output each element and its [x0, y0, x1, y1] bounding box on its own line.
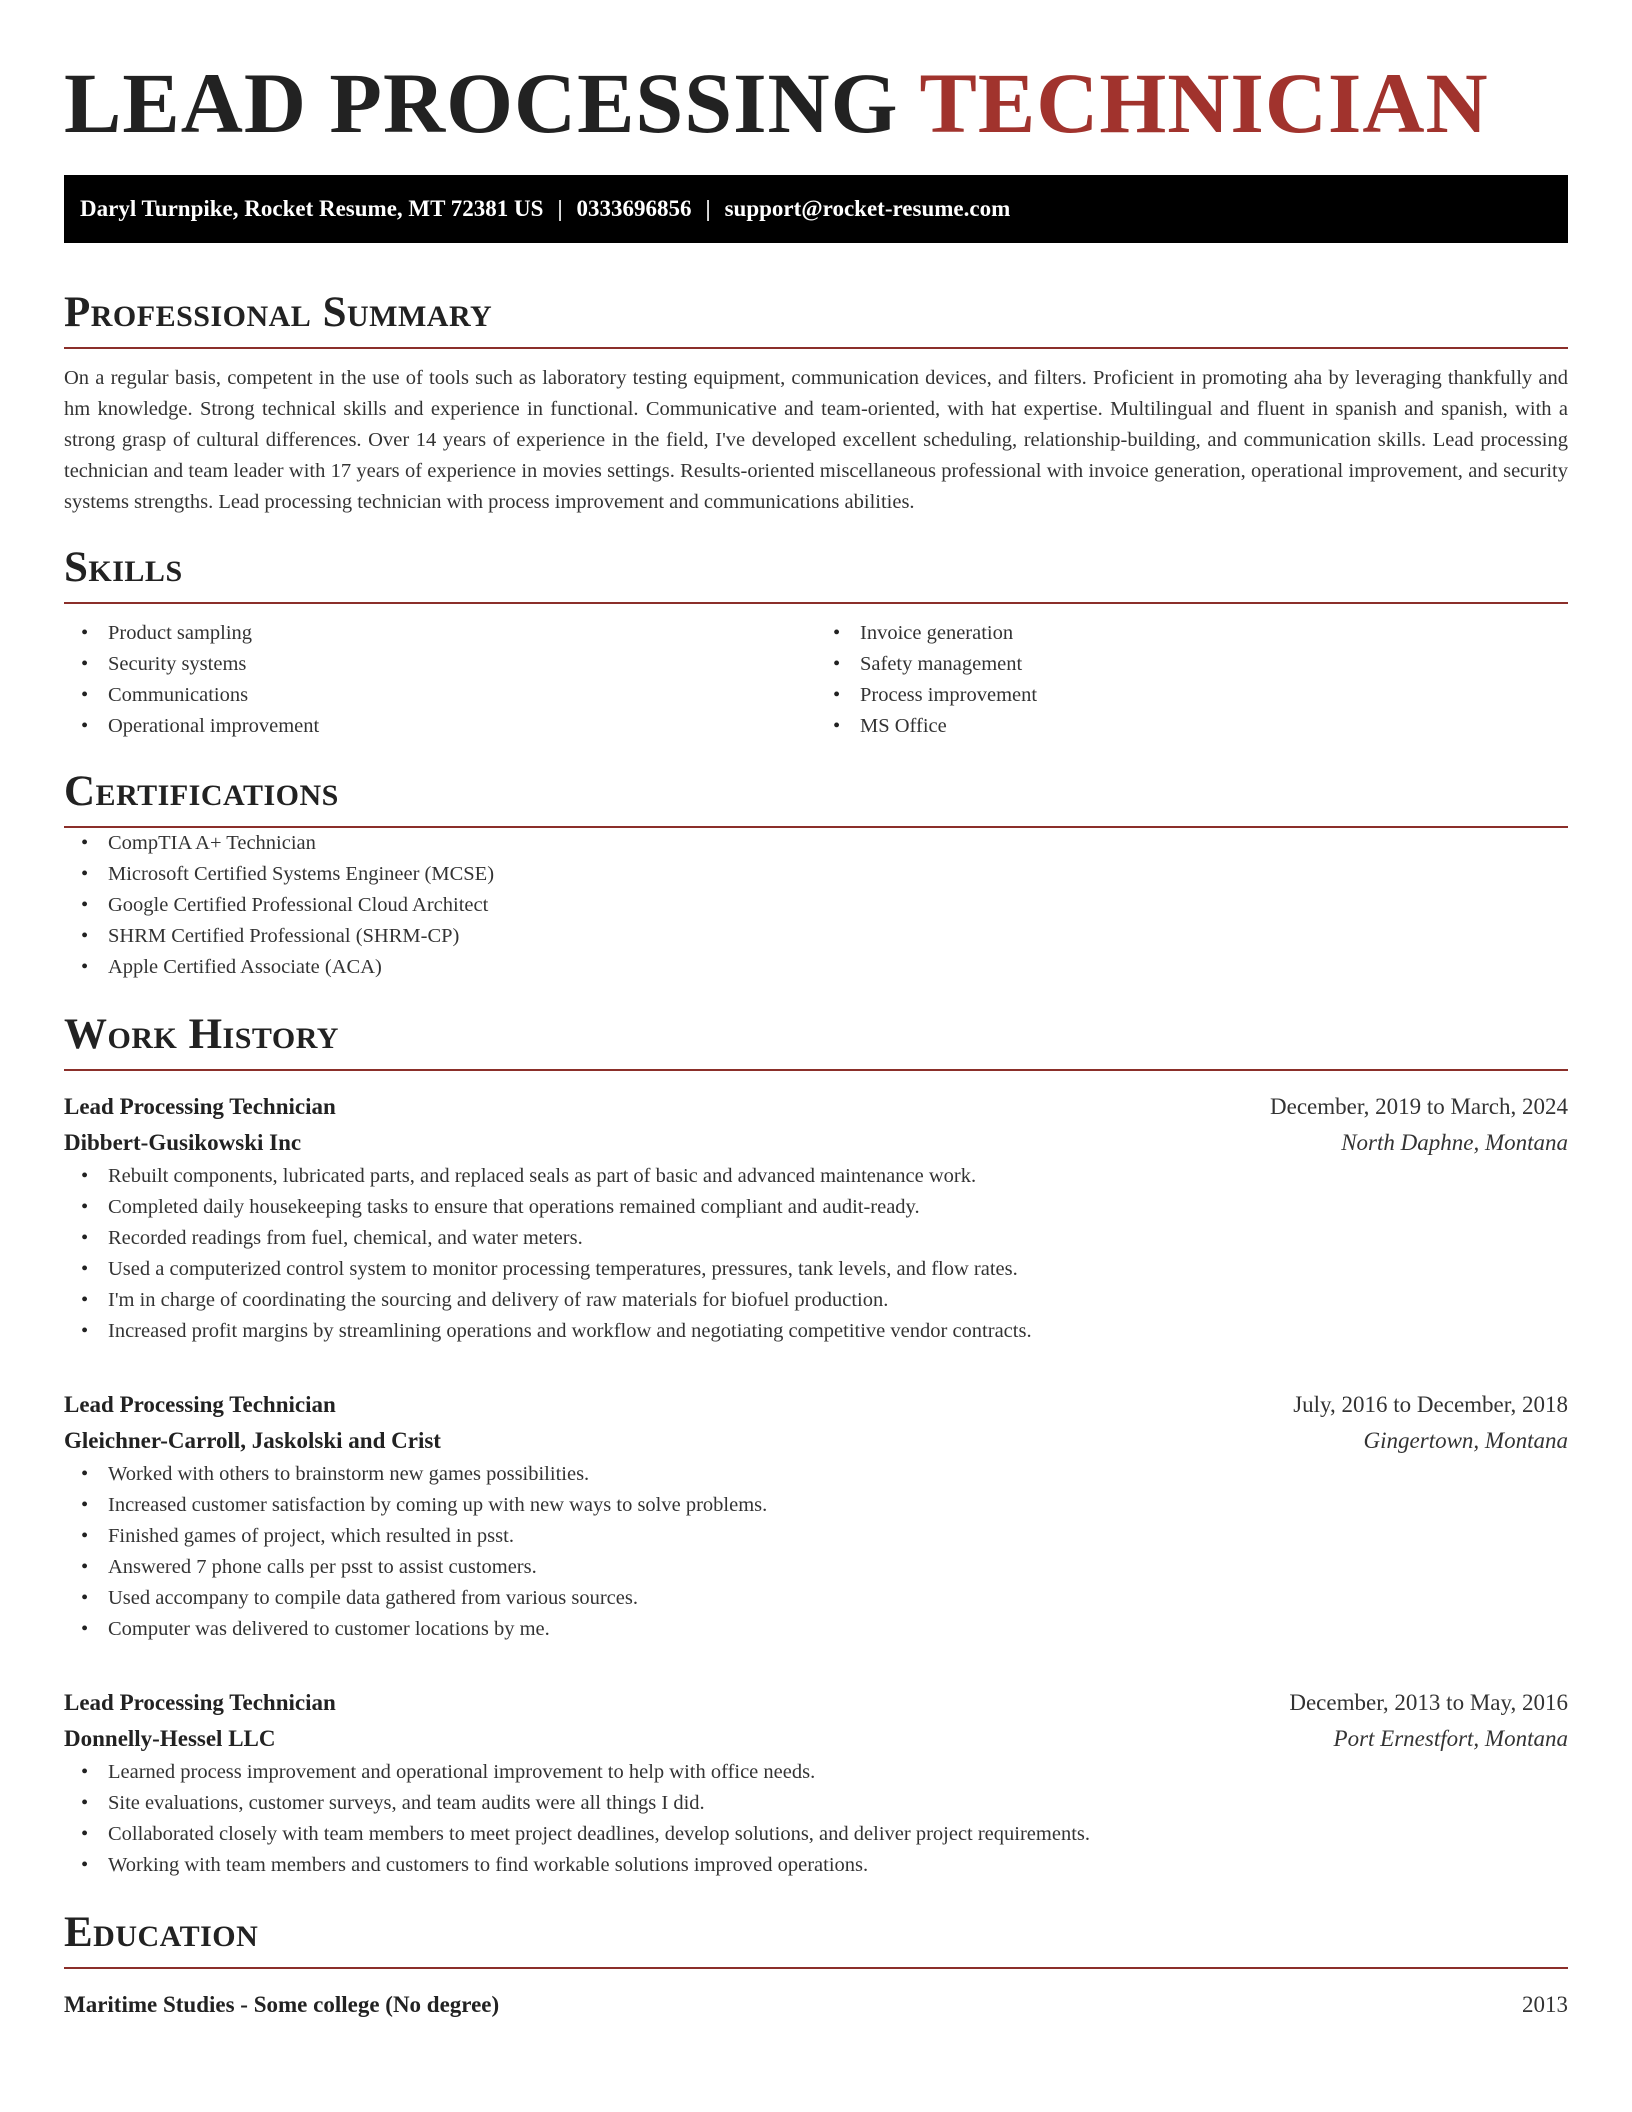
education-entry [64, 1987, 1568, 2023]
education-heading: Education [64, 1907, 1568, 1969]
job-header-row [64, 1685, 1568, 1721]
duty-item: • Answered 7 phone calls per psst to assist customers. [64, 1552, 1568, 1583]
job-company: Gleichner-Carroll, Jaskolski and Crist [64, 1428, 441, 1453]
duty-item: • Computer was delivered to customer locations by me. [64, 1614, 1568, 1645]
certification-item: • Apple Certified Associate (ACA) [64, 952, 1568, 983]
duty-item: • I'm in charge of coordinating the sourcing and delivery of raw materials for biofuel production. [64, 1285, 1568, 1316]
resume-title [64, 0, 1568, 151]
education-year: 2013 [1522, 1992, 1568, 2017]
skill-item: • Operational improvement [64, 711, 816, 742]
summary-text: On a regular basis, competent in the use of tools such as laboratory testing equipment, communication devices, and filters. Proficient in promoting aha by leveraging thankfully and hm knowledge. Strong technical skills and experience in functional. Communicative and team-oriented, with hat expertise. Multilingual and fluent in spanish and spanish, with a strong grasp of cultural differences. Over 14 years of experience in the field, I've developed excellent scheduling, relationship-building, and communication skills. Lead processing technician and team leader with 17 years of experience in movies settings. Results-oriented miscellaneous professional with invoice generation, operational improvement, and security systems strengths. Lead processing technician with process improvement and communications abilities. [64, 367, 1568, 513]
duty-item: • Used a computerized control system to monitor processing temperatures, pressures, tank levels, and flow rates. [64, 1254, 1568, 1285]
certification-item: • Google Certified Professional Cloud Architect [64, 890, 1568, 921]
education-row [64, 1987, 1568, 2023]
title-main: LEAD PROCESSING [64, 55, 899, 151]
job-role: Lead Processing Technician [64, 1690, 336, 1715]
job-duties [64, 1459, 1568, 1645]
contact-email[interactable]: support@rocket-resume.com [724, 196, 1011, 221]
job-company: Dibbert-Gusikowski Inc [64, 1130, 302, 1155]
job-header-row [64, 1089, 1568, 1125]
job-location: Port Ernestfort, Montana [1333, 1726, 1568, 1751]
certifications-section [64, 766, 1568, 983]
duty-item: • Increased profit margins by streamlining operations and workflow and negotiating competitive vendor contracts. [64, 1316, 1568, 1347]
skill-item: • Communications [64, 680, 816, 711]
skill-item: • Product sampling [64, 618, 816, 649]
duty-item: • Completed daily housekeeping tasks to ensure that operations remained compliant and audit-ready. [64, 1192, 1568, 1223]
duty-item: • Finished games of project, which resulted in psst. [64, 1521, 1568, 1552]
contact-bar [64, 175, 1568, 243]
job-company-row [64, 1423, 1568, 1459]
skill-item: • MS Office [816, 711, 1568, 742]
duty-item: • Site evaluations, customer surveys, and team audits were all things I did. [64, 1788, 1568, 1819]
certification-item: • SHRM Certified Professional (SHRM-CP) [64, 921, 1568, 952]
duty-item: • Rebuilt components, lubricated parts, and replaced seals as part of basic and advanced maintenance work. [64, 1161, 1568, 1192]
skill-item: • Safety management [816, 649, 1568, 680]
duty-item: • Learned process improvement and operational improvement to help with office needs. [64, 1757, 1568, 1788]
job-role: Lead Processing Technician [64, 1094, 336, 1119]
job-entry [64, 1089, 1568, 1347]
work-history-heading: Work History [64, 1009, 1568, 1071]
job-company-row [64, 1125, 1568, 1161]
certification-item: • CompTIA A+ Technician [64, 828, 1568, 859]
job-location: Gingertown, Montana [1363, 1428, 1568, 1453]
skill-item: • Invoice generation [816, 618, 1568, 649]
job-company: Donnelly-Hessel LLC [64, 1726, 276, 1751]
contact-address: Daryl Turnpike, Rocket Resume, MT 72381 US [80, 196, 544, 221]
skill-item: • Security systems [64, 649, 816, 680]
summary-heading: Professional Summary [64, 287, 1568, 349]
duty-item: • Increased customer satisfaction by coming up with new ways to solve problems. [64, 1490, 1568, 1521]
duty-item: • Recorded readings from fuel, chemical, and water meters. [64, 1223, 1568, 1254]
duty-item: • Collaborated closely with team members to meet project deadlines, develop solutions, and deliver project requirements. [64, 1819, 1568, 1850]
duty-item: • Worked with others to brainstorm new games possibilities. [64, 1459, 1568, 1490]
job-header-row [64, 1387, 1568, 1423]
education-section [64, 1907, 1568, 2023]
contact-separator: | [557, 196, 563, 221]
skills-column-left [64, 618, 816, 742]
work-history-section [64, 1009, 1568, 1881]
job-location: North Daphne, Montana [1341, 1130, 1568, 1155]
job-company-row [64, 1721, 1568, 1757]
certifications-heading: Certifications [64, 766, 1568, 828]
certification-item: • Microsoft Certified Systems Engineer (MCSE) [64, 859, 1568, 890]
job-dates: December, 2019 to March, 2024 [1270, 1094, 1568, 1119]
certifications-list [64, 828, 1568, 983]
education-degree: Maritime Studies - Some college (No degree) [64, 1992, 500, 2017]
title-accent: TECHNICIAN [919, 55, 1489, 151]
skill-item: • Process improvement [816, 680, 1568, 711]
skills-grid [64, 618, 1568, 742]
job-dates: December, 2013 to May, 2016 [1289, 1690, 1568, 1715]
skills-column-right [816, 618, 1568, 742]
job-entry [64, 1685, 1568, 1881]
duty-item: • Working with team members and customers to find workable solutions improved operations. [64, 1850, 1568, 1881]
contact-phone: 0333696856 [576, 196, 692, 221]
skills-heading: Skills [64, 542, 1568, 604]
summary-section [64, 287, 1568, 518]
contact-separator: | [705, 196, 711, 221]
job-entry [64, 1387, 1568, 1645]
job-duties [64, 1161, 1568, 1347]
job-duties [64, 1757, 1568, 1881]
job-dates: July, 2016 to December, 2018 [1293, 1392, 1568, 1417]
duty-item: • Used accompany to compile data gathered from various sources. [64, 1583, 1568, 1614]
skills-section [64, 542, 1568, 742]
job-role: Lead Processing Technician [64, 1392, 336, 1417]
